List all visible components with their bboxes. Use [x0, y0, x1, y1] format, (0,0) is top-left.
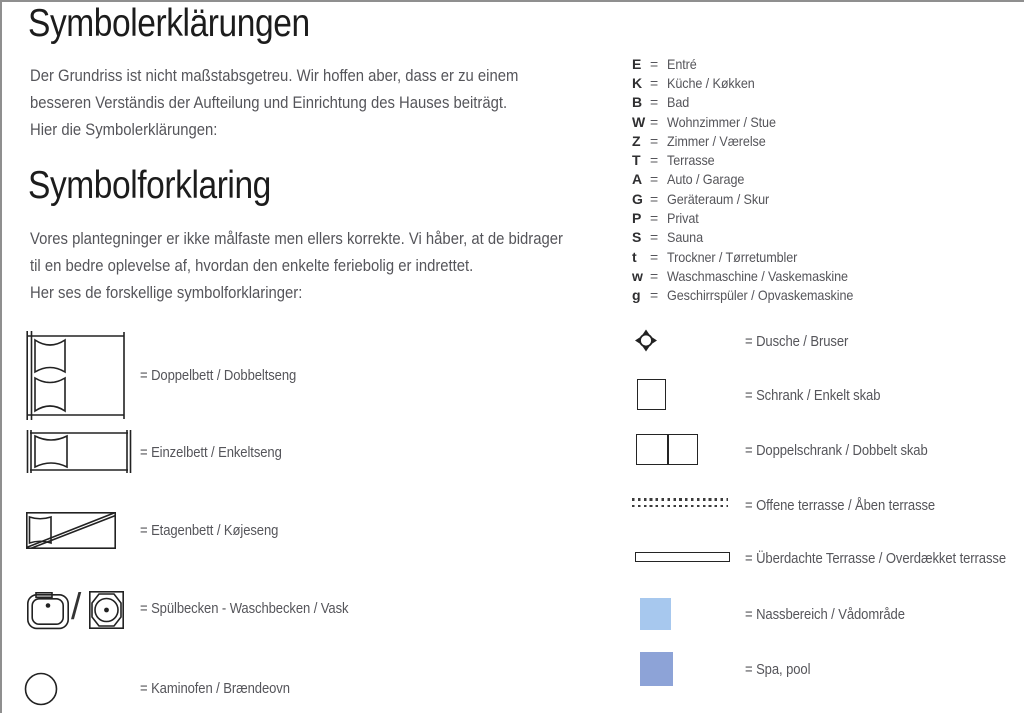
equals-sign: =	[650, 190, 659, 207]
legend-label-bunk-bed: = Etagenbett / Køjeseng	[140, 523, 279, 539]
page-title-german: Symbolerklärungen	[28, 2, 310, 45]
abbr-row-private	[632, 208, 874, 227]
abbr-label: Privat	[667, 210, 699, 227]
abbr-label: Auto / Garage	[667, 171, 745, 188]
equals-sign: =	[650, 132, 659, 149]
shower-icon	[635, 329, 657, 352]
abbr-key: g	[632, 287, 641, 304]
equals-sign: =	[650, 152, 659, 169]
abbr-key: P	[632, 210, 642, 227]
dotted-row	[632, 505, 728, 508]
abbr-label: Wohnzimmer / Stue	[667, 113, 776, 130]
abbr-label: Terrasse	[667, 152, 715, 169]
legend-label-single-bed: = Einzelbett / Enkeltseng	[140, 445, 282, 461]
double-bed-icon	[26, 331, 128, 420]
kitchen-sink-icon	[27, 592, 69, 630]
legend-label-sink: = Spülbecken - Waschbecken / Vask	[140, 601, 349, 617]
abbr-key: A	[632, 171, 643, 188]
abbr-row-bath	[632, 93, 874, 112]
legend-label-spa-pool: = Spa, pool	[745, 662, 811, 678]
equals-sign: =	[650, 287, 659, 304]
abbr-label: Zimmer / Værelse	[667, 132, 766, 149]
abbr-row-entree	[632, 54, 874, 73]
abbr-label: Trockner / Tørretumbler	[667, 248, 798, 265]
wood-stove-icon	[24, 672, 58, 706]
abbr-key: T	[632, 152, 641, 169]
legend-label-open-terrace: = Offene terrasse / Åben terrasse	[745, 498, 936, 514]
abbr-key: S	[632, 229, 642, 246]
abbr-label: Bad	[667, 94, 690, 111]
abbr-row-dryer	[632, 247, 874, 266]
abbr-key: B	[632, 94, 643, 111]
equals-sign: =	[650, 267, 659, 284]
equals-sign: =	[650, 113, 659, 130]
abbr-row-garage	[632, 170, 874, 189]
legend-label-covered-terrace: = Überdachte Terrasse / Overdækket terrasse	[745, 551, 1006, 567]
abbr-row-sauna	[632, 228, 874, 247]
bunk-bed-icon	[26, 512, 116, 549]
equals-sign: =	[650, 55, 659, 72]
abbr-label: Küche / Køkken	[667, 74, 755, 91]
abbr-label: Entré	[667, 55, 697, 72]
legend-label-shower: = Dusche / Bruser	[745, 334, 849, 350]
abbr-row-shed	[632, 189, 874, 208]
equals-sign: =	[650, 248, 659, 265]
legend-label-double-closet: = Doppelschrank / Dobbelt skab	[745, 443, 928, 459]
abbr-row-livingroom	[632, 112, 874, 131]
legend-label-wet-area: = Nassbereich / Vådområde	[745, 607, 905, 623]
abbr-key: t	[632, 248, 637, 265]
intro-paragraph-danish	[30, 226, 563, 307]
intro-de-line2: besseren Verständis der Aufteilung und Einrichtung des Hauses beiträgt.	[30, 94, 508, 112]
intro-da-line1: Vores plantegninger er ikke målfaste men ellers korrekte. Vi håber, at de bidrager	[30, 230, 563, 248]
closet-divider	[667, 435, 669, 464]
abbr-key: W	[632, 113, 646, 130]
intro-da-line3: Her ses de forskellige symbolforklaringer:	[30, 284, 303, 302]
double-closet-icon	[636, 434, 698, 465]
legend-label-wood-stove: = Kaminofen / Brændeovn	[140, 681, 290, 697]
abbr-row-dishwasher	[632, 286, 874, 305]
abbr-key: K	[632, 74, 643, 91]
legend-label-single-closet: = Schrank / Enkelt skab	[745, 388, 881, 404]
abbr-label: Sauna	[667, 229, 703, 246]
abbr-row-terrace	[632, 150, 874, 169]
washbasin-icon	[89, 591, 124, 629]
abbr-row-kitchen	[632, 73, 874, 92]
abbr-label: Geschirrspüler / Opvaskemaskine	[667, 287, 854, 304]
single-closet-icon	[637, 379, 666, 410]
covered-terrace-icon	[635, 552, 730, 562]
abbr-key: G	[632, 190, 643, 207]
intro-da-line2: til en bedre oplevelse af, hvordan den enkelte feriebolig er indrettet.	[30, 257, 474, 275]
intro-de-line1: Der Grundriss ist nicht maßstabsgetreu. Wir hoffen aber, dass er zu einem	[30, 67, 519, 85]
page-title-danish: Symbolforklaring	[28, 164, 271, 207]
abbr-row-room	[632, 131, 874, 150]
open-terrace-icon	[632, 498, 728, 507]
abbr-key: E	[632, 55, 642, 72]
abbr-label: Geräteraum / Skur	[667, 190, 770, 207]
equals-sign: =	[650, 210, 659, 227]
single-bed-icon	[26, 430, 132, 473]
intro-paragraph-german	[30, 63, 518, 144]
equals-sign: =	[650, 171, 659, 188]
legend-label-double-bed: = Doppelbett / Dobbeltseng	[140, 368, 297, 384]
page-left-edge	[0, 0, 2, 713]
spa-pool-swatch	[640, 652, 673, 686]
abbr-row-washer	[632, 266, 874, 285]
slash-separator: /	[71, 586, 82, 627]
wet-area-swatch	[640, 598, 671, 630]
intro-de-line3: Hier die Symbolerklärungen:	[30, 121, 218, 139]
equals-sign: =	[650, 94, 659, 111]
abbr-key: Z	[632, 132, 641, 149]
abbreviation-list	[632, 54, 874, 305]
equals-sign: =	[650, 74, 659, 91]
abbr-key: w	[632, 267, 643, 284]
equals-sign: =	[650, 229, 659, 246]
abbr-label: Waschmaschine / Vaskemaskine	[667, 267, 848, 284]
